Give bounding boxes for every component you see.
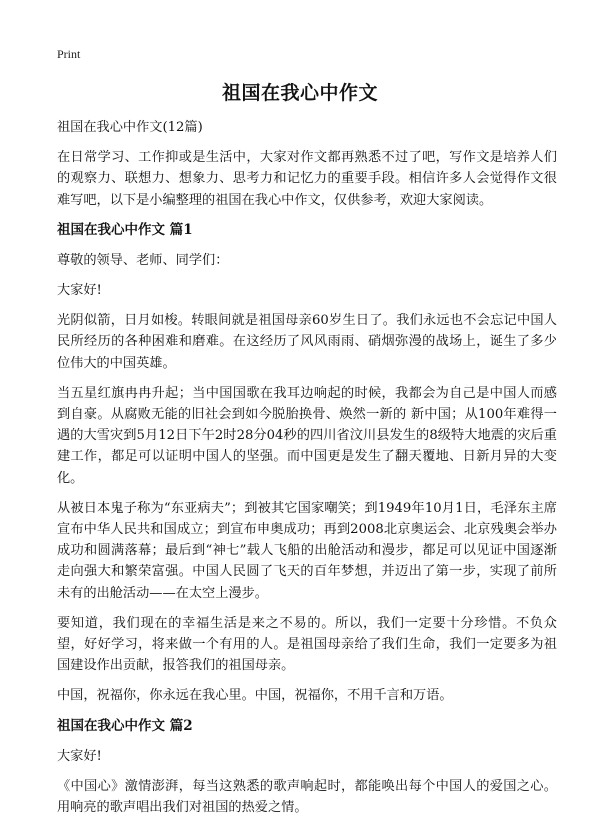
essay-1-heading: 祖国在我心中作文 篇1 (57, 221, 193, 238)
essay-1-paragraph: 光阴似箭，日月如梭。转眼间就是祖国母亲60岁生日了。我们永远也不会忘记中国人民所经历的各种困难和磨难。在这经历了风风雨雨、硝烟弥漫的战场上，诞生了多少位伟大的中国英雄。 (57, 313, 557, 371)
essay-1-greeting: 大家好! (57, 283, 102, 299)
essay-1-closing: 中国，祝福你，你永远在我心里。中国，祝福你，不用千言和万语。 (57, 688, 453, 704)
essay-1-paragraph: 当五星红旗冉冉升起；当中国国歌在我耳边响起的时候，我都会为自己是中国人而感到自豪。从腐败无能的旧社会到如今脱胎换骨、焕然一新的 新中国；从100年难得一遇的大雪灾到5月12日下午2时28分04秒的四川省汶川县发生的8级特大地震的灾后重建工作，都足可以证明中国人的坚强。而中国更是发生了翻天覆地、日新月异的大变化。 (57, 385, 557, 486)
intro-paragraph: 在日常学习、工作抑或是生活中，大家对作文都再熟悉不过了吧，写作文是培养人们的观察力、联想力、想象力、思考力和记忆力的重要手段。相信许多人会觉得作文很难写吧，以下是小编整理的祖国在我心中作文，仅供参考，欢迎大家阅读。 (57, 150, 557, 208)
print-link[interactable]: Print (57, 47, 81, 61)
article-subtitle: 祖国在我心中作文(12篇) (57, 120, 203, 135)
page-title: 祖国在我心中作文 (221, 82, 378, 104)
article-body (57, 117, 557, 827)
essay-2-paragraph: 《中国心》激情澎湃，每当这熟悉的歌声响起时，都能唤出每个中国人的爱国之心。用响亮的歌声唱出我们对祖国的热爱之情。 (57, 778, 557, 816)
essay-1-paragraph: 从被日本鬼子称为“东亚病夫”；到被其它国家嘲笑；到1949年10月1日，毛泽东主席宣布中华人民共和国成立；到宣布申奥成功；再到2008北京奥运会、北京残奥会举办成功和圆满落幕；最后到“神七”载人飞船的出舱活动和漫步，都足可以见证中国逐渐走向强大和繁荣富强。中国人民圆了飞天的百年梦想，并迈出了第一步，实现了前所未有的出舱活动——在太空上漫步。 (57, 500, 557, 601)
essay-2-greeting: 大家好! (57, 748, 102, 764)
essay-1-paragraph: 要知道，我们现在的幸福生活是来之不易的。所以，我们一定要十分珍惜。不负众望，好好学习，将来做一个有用的人。是祖国母亲给了我们生命，我们一定要多为祖国建设作出贡献，报答我们的祖国母亲。 (57, 615, 557, 674)
essay-1-salutation: 尊敬的领导、老师、同学们： (57, 252, 229, 268)
essay-2-heading: 祖国在我心中作文 篇2 (57, 717, 193, 734)
